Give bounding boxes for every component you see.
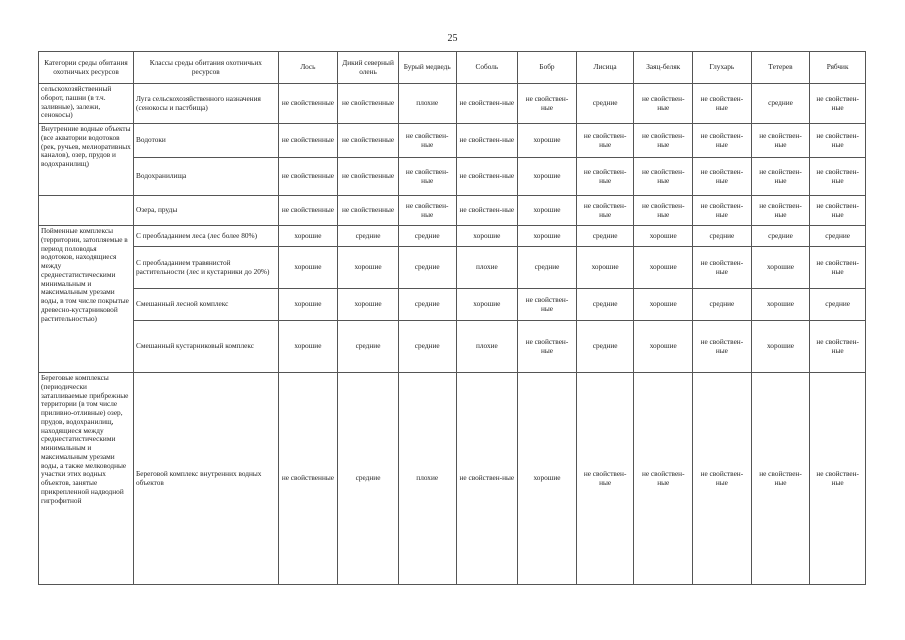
- category-cell: сельскохозяйственный оборот, пашни (в т.ч. заливные), залежи, сенокосы): [39, 84, 134, 124]
- value-cell: хорошие: [278, 247, 338, 289]
- value-cell: не свойствен-ные: [810, 84, 866, 124]
- class-cell: Озера, пруды: [134, 196, 279, 226]
- category-cell: Внутренние водные объекты (все акватории водотоков (рек, ручьев, мелиоративных каналов), озер, прудов и водохранилищ): [39, 124, 134, 196]
- value-cell: не свойствен-ные: [456, 158, 518, 196]
- value-cell: средние: [810, 226, 866, 247]
- table-row: [39, 289, 866, 321]
- value-cell: не свойствен-ные: [576, 124, 634, 158]
- value-cell: хорошие: [278, 289, 338, 321]
- category-cell: [39, 196, 134, 226]
- value-cell: не свойствен-ные: [634, 158, 693, 196]
- table-row: [39, 321, 866, 373]
- class-cell: Смешанный лесной комплекс: [134, 289, 279, 321]
- table-row: [39, 247, 866, 289]
- value-cell: не свойствен-ные: [634, 84, 693, 124]
- value-cell: хорошие: [751, 321, 810, 373]
- value-cell: хорошие: [634, 247, 693, 289]
- value-cell: средние: [751, 84, 810, 124]
- value-cell: не свойствен-ные: [518, 289, 577, 321]
- value-cell: не свойствен-ные: [693, 247, 752, 289]
- class-cell: Смешанный кустарниковый комплекс: [134, 321, 279, 373]
- table-row: [39, 373, 866, 585]
- value-cell: средние: [398, 247, 456, 289]
- value-cell: средние: [398, 226, 456, 247]
- header-cell: Глухарь: [693, 52, 752, 84]
- value-cell: не свойственные: [278, 196, 338, 226]
- value-cell: плохие: [456, 321, 518, 373]
- value-cell: не свойствен-ные: [518, 84, 577, 124]
- value-cell: не свойственные: [278, 124, 338, 158]
- value-cell: не свойствен-ные: [810, 373, 866, 585]
- header-row: [39, 52, 866, 84]
- value-cell: не свойствен-ные: [693, 373, 752, 585]
- header-cell: Тетерев: [751, 52, 810, 84]
- value-cell: хорошие: [338, 289, 399, 321]
- header-cell: Соболь: [456, 52, 518, 84]
- value-cell: не свойствен-ные: [576, 373, 634, 585]
- class-cell: Водотоки: [134, 124, 279, 158]
- value-cell: не свойствен-ные: [751, 196, 810, 226]
- class-cell: Луга сельскохозяйственного назначения (сенокосы и пастбища): [134, 84, 279, 124]
- class-cell: Водохранилища: [134, 158, 279, 196]
- table-row: [39, 84, 866, 124]
- value-cell: средние: [398, 289, 456, 321]
- value-cell: не свойствен-ные: [693, 196, 752, 226]
- value-cell: не свойствен-ные: [576, 196, 634, 226]
- header-cell: Лось: [278, 52, 338, 84]
- value-cell: не свойствен-ные: [576, 158, 634, 196]
- value-cell: не свойствен-ные: [810, 196, 866, 226]
- value-cell: хорошие: [338, 247, 399, 289]
- header-cell: Бурый медведь: [398, 52, 456, 84]
- value-cell: средние: [338, 321, 399, 373]
- value-cell: не свойствен-ные: [693, 321, 752, 373]
- value-cell: не свойствен-ные: [634, 124, 693, 158]
- page-number: 25: [447, 33, 458, 44]
- value-cell: хорошие: [278, 226, 338, 247]
- value-cell: хорошие: [634, 226, 693, 247]
- value-cell: средние: [338, 226, 399, 247]
- value-cell: не свойствен-ные: [456, 373, 518, 585]
- table-row: [39, 226, 866, 247]
- header-cell: Классы среды обитания охотничьих ресурсов: [134, 52, 279, 84]
- value-cell: хорошие: [634, 321, 693, 373]
- value-cell: хорошие: [456, 289, 518, 321]
- value-cell: не свойствен-ные: [456, 196, 518, 226]
- value-cell: средние: [576, 289, 634, 321]
- header-cell: Лисица: [576, 52, 634, 84]
- value-cell: средние: [810, 289, 866, 321]
- value-cell: не свойствен-ные: [456, 84, 518, 124]
- header-cell: Рябчик: [810, 52, 866, 84]
- value-cell: хорошие: [518, 226, 577, 247]
- value-cell: не свойствен-ные: [693, 158, 752, 196]
- header-cell: Заяц-беляк: [634, 52, 693, 84]
- value-cell: хорошие: [456, 226, 518, 247]
- value-cell: не свойственные: [338, 196, 399, 226]
- value-cell: не свойствен-ные: [398, 158, 456, 196]
- value-cell: не свойствен-ные: [751, 124, 810, 158]
- value-cell: средние: [576, 321, 634, 373]
- value-cell: не свойственные: [338, 124, 399, 158]
- table-row: [39, 158, 866, 196]
- value-cell: не свойствен-ные: [398, 196, 456, 226]
- value-cell: хорошие: [518, 158, 577, 196]
- value-cell: не свойствен-ные: [693, 124, 752, 158]
- table-row: [39, 196, 866, 226]
- table-row: [39, 124, 866, 158]
- value-cell: не свойствен-ные: [810, 158, 866, 196]
- value-cell: не свойствен-ные: [693, 84, 752, 124]
- value-cell: средние: [576, 226, 634, 247]
- value-cell: не свойствен-ные: [810, 247, 866, 289]
- value-cell: не свойствен-ные: [810, 124, 866, 158]
- value-cell: не свойствен-ные: [518, 321, 577, 373]
- value-cell: средние: [398, 321, 456, 373]
- header-cell: Категории среды обитания охотничьих ресурсов: [39, 52, 134, 84]
- category-cell: Пойменные комплексы (территории, затопляемые в период половодья водотоков, находящиеся между среднестатистическими минимальным и максимальным урезами воды, в том числе покрытые древесно-кустарниковой растительностью): [39, 226, 134, 373]
- value-cell: не свойствен-ные: [398, 124, 456, 158]
- value-cell: хорошие: [518, 373, 577, 585]
- value-cell: не свойствен-ные: [810, 321, 866, 373]
- value-cell: не свойственные: [278, 158, 338, 196]
- value-cell: плохие: [398, 373, 456, 585]
- habitat-quality-table: [38, 51, 866, 585]
- header-cell: Дикий северный олень: [338, 52, 399, 84]
- value-cell: средние: [693, 289, 752, 321]
- value-cell: не свойствен-ные: [634, 196, 693, 226]
- value-cell: не свойственные: [338, 84, 399, 124]
- class-cell: Береговой комплекс внутренних водных объектов: [134, 373, 279, 585]
- header-cell: Бобр: [518, 52, 577, 84]
- value-cell: хорошие: [751, 289, 810, 321]
- value-cell: не свойственные: [338, 158, 399, 196]
- value-cell: хорошие: [576, 247, 634, 289]
- value-cell: средние: [693, 226, 752, 247]
- value-cell: хорошие: [634, 289, 693, 321]
- value-cell: средние: [518, 247, 577, 289]
- value-cell: средние: [576, 84, 634, 124]
- value-cell: хорошие: [278, 321, 338, 373]
- value-cell: не свойствен-ные: [751, 158, 810, 196]
- value-cell: не свойствен-ные: [634, 373, 693, 585]
- class-cell: С преобладанием леса (лес более 80%): [134, 226, 279, 247]
- value-cell: плохие: [456, 247, 518, 289]
- class-cell: С преобладанием травянистой растительности (лес и кустарники до 20%): [134, 247, 279, 289]
- category-cell: Береговые комплексы (периодически затапливаемые прибрежные территории (в том числе приливно-отливные) озер, прудов, водохранилищ, находящиеся между среднестатистическими минимальным и максимальным урезами воды, а также мелководные участки этих водных объектов, занятые прикрепленной надводной гигрофитной: [39, 373, 134, 585]
- value-cell: не свойственные: [278, 373, 338, 585]
- value-cell: хорошие: [518, 196, 577, 226]
- value-cell: хорошие: [518, 124, 577, 158]
- value-cell: средние: [751, 226, 810, 247]
- value-cell: не свойствен-ные: [751, 373, 810, 585]
- value-cell: не свойственные: [278, 84, 338, 124]
- value-cell: средние: [338, 373, 399, 585]
- value-cell: хорошие: [751, 247, 810, 289]
- value-cell: плохие: [398, 84, 456, 124]
- value-cell: не свойствен-ные: [456, 124, 518, 158]
